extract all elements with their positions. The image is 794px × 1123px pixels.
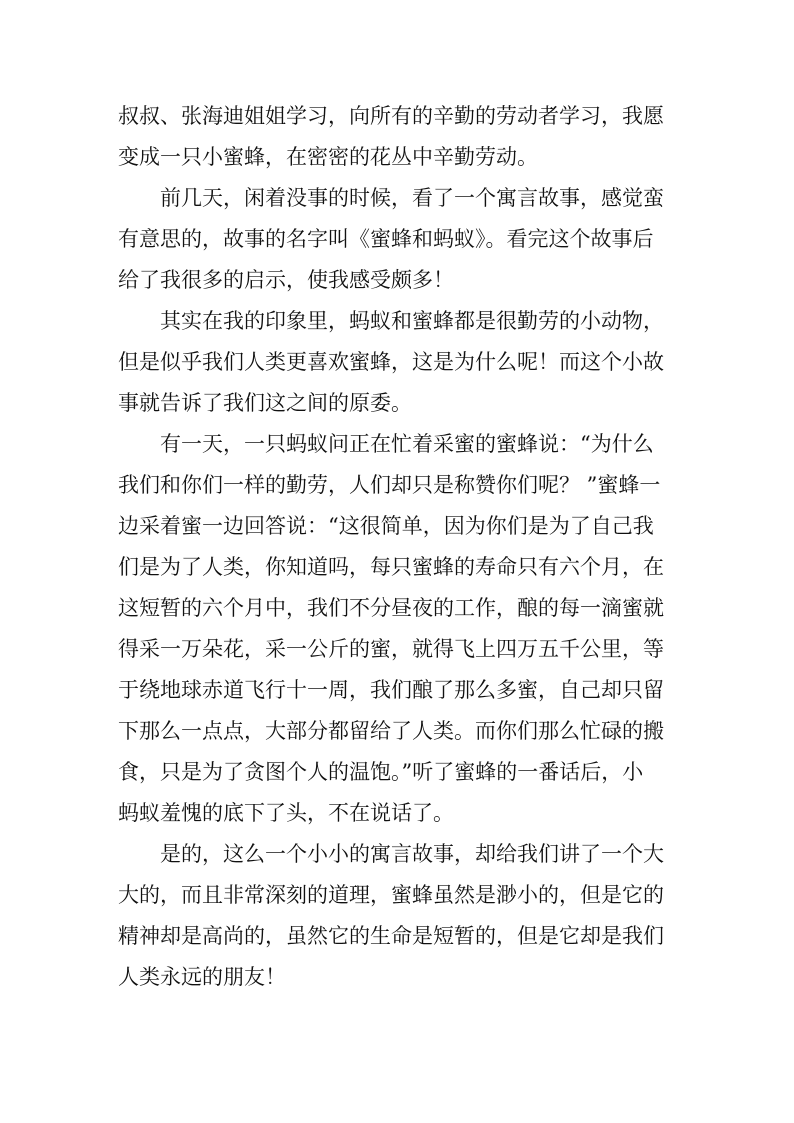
text-line: 得采一万朵花，采一公斤的蜜，就得飞上四万五千公里，等 bbox=[118, 637, 664, 661]
text-line: 但是似乎我们人类更喜欢蜜蜂，这是为什么呢！而这个小故 bbox=[118, 350, 664, 374]
text-line: 变成一只小蜜蜂，在密密的花丛中辛勤劳动。 bbox=[118, 145, 538, 169]
paragraph-4 bbox=[118, 424, 678, 834]
text-line: 前几天，闲着没事的时候，看了一个寓言故事，感觉蛮 bbox=[160, 186, 664, 210]
text-line: 精神却是高尚的，虽然它的生命是短暂的，但是它却是我们 bbox=[118, 924, 664, 948]
paragraph-1 bbox=[118, 96, 678, 178]
paragraph-5 bbox=[118, 834, 678, 998]
text-line: 这短暂的六个月中，我们不分昼夜的工作，酿的每一滴蜜就 bbox=[118, 596, 664, 620]
text-line: 是的，这么一个小小的寓言故事，却给我们讲了一个大 bbox=[160, 842, 664, 866]
text-line: 们是为了人类，你知道吗，每只蜜蜂的寿命只有六个月，在 bbox=[118, 555, 664, 579]
text-line: 我们和你们一样的勤劳，人们却只是称赞你们呢？ ”蜜蜂一 bbox=[118, 473, 661, 497]
document-body bbox=[118, 96, 678, 998]
text-line: 事就告诉了我们这之间的原委。 bbox=[118, 391, 412, 415]
text-line: 大的，而且非常深刻的道理，蜜蜂虽然是渺小的，但是它的 bbox=[118, 883, 664, 907]
text-line: 食，只是为了贪图个人的温饱。”听了蜜蜂的一番话后，小 bbox=[118, 760, 644, 784]
text-line: 有意思的，故事的名字叫《蜜蜂和蚂蚁》。看完这个故事后 bbox=[118, 227, 654, 251]
text-line: 下那么一点点，大部分都留给了人类。而你们那么忙碌的搬 bbox=[118, 719, 664, 743]
text-line: 有一天，一只蚂蚁问正在忙着采蜜的蜜蜂说：“为什么 bbox=[160, 432, 654, 456]
paragraph-3 bbox=[118, 301, 678, 424]
text-line: 给了我很多的启示，使我感受颇多！ bbox=[118, 268, 454, 292]
text-line: 于绕地球赤道飞行十一周，我们酿了那么多蜜，自己却只留 bbox=[118, 678, 664, 702]
text-line: 人类永远的朋友！ bbox=[118, 965, 286, 989]
text-line: 蚂蚁羞愧的底下了头，不在说话了。 bbox=[118, 801, 454, 825]
paragraph-2 bbox=[118, 178, 678, 301]
text-line: 边采着蜜一边回答说：“这很简单，因为你们是为了自己我 bbox=[118, 514, 654, 538]
text-line: 其实在我的印象里，蚂蚁和蜜蜂都是很勤劳的小动物， bbox=[160, 309, 664, 333]
text-line: 叔叔、张海迪姐姐学习，向所有的辛勤的劳动者学习，我愿 bbox=[118, 104, 664, 128]
